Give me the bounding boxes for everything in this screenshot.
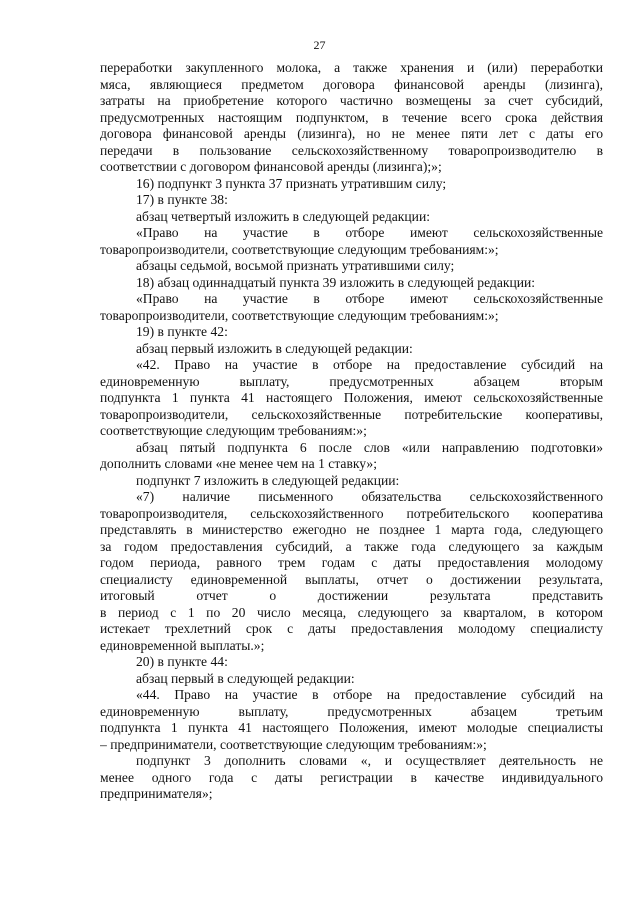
text-line: «44. Право на участие в отборе на предоставление субсидий на xyxy=(136,687,603,702)
text-line: единовременной выплаты.»; xyxy=(100,637,265,653)
text-line: 18) абзац одиннадцатый пункта 39 изложить в следующей редакции: xyxy=(136,274,536,290)
text-line: за годом предоставления субсидий, а также года следующего за каждым xyxy=(100,538,603,554)
text-line: в период с 1 по 20 число месяца, следующего за кварталом, в котором xyxy=(100,604,603,620)
text-line: передачи в пользование сельскохозяйственному товаропроизводителю в xyxy=(100,142,603,158)
text-line: «Право на участие в отборе имеют сельскохозяйственные xyxy=(136,225,603,240)
document-body xyxy=(100,60,603,803)
text-line: годом периода, равного трем годам с даты предоставления молодому xyxy=(100,555,603,570)
text-line: истекает трехлетний срок с даты предоставления молодому специалисту xyxy=(100,621,603,636)
text-line: менее одного года с даты регистрации в качестве индивидуального xyxy=(100,769,603,785)
text-line: переработки закупленного молока, а также хранения и (или) переработки xyxy=(100,60,603,75)
text-line: договора финансовой аренды (лизинга), но не менее пяти лет с даты его xyxy=(100,126,603,141)
text-line: представлять в министерство ежегодно не позднее 1 марта года, следующего xyxy=(100,522,603,537)
text-line: абзац первый изложить в следующей редакции: xyxy=(136,340,413,356)
text-line: 17) в пункте 38: xyxy=(136,192,228,207)
text-line: подпункт 7 изложить в следующей редакции: xyxy=(136,472,400,488)
text-line: подпункт 3 дополнить словами «, и осуществляет деятельность не xyxy=(136,753,603,768)
text-line: «42. Право на участие в отборе на предоставление субсидий на xyxy=(136,357,603,372)
text-line: 20) в пункте 44: xyxy=(136,654,228,669)
text-line: товаропроизводителя, сельскохозяйственного потребительского кооператива xyxy=(100,505,603,521)
text-line: итоговый отчет о достижении результата представить xyxy=(100,588,603,603)
text-line: предпринимателя»; xyxy=(100,786,213,801)
text-line: подпункта 1 пункта 41 настоящего Положения, имеют сельскохозяйственные xyxy=(100,390,603,405)
text-line: 16) подпункт 3 пункта 37 признать утратившим силу; xyxy=(136,175,447,191)
text-line: товаропроизводители, соответствующие следующим требованиям:»; xyxy=(100,307,499,323)
text-line: мяса, являющиеся предметом договора финансовой аренды (лизинга), xyxy=(100,76,603,92)
text-line: соответствии с договором финансовой аренды (лизинга);»; xyxy=(100,159,442,174)
text-line: абзац четвертый изложить в следующей редакции: xyxy=(136,208,431,224)
text-line: 19) в пункте 42: xyxy=(136,324,228,339)
text-line: товаропроизводители, соответствующие следующим требованиям:»; xyxy=(100,241,499,257)
text-line: единовременную выплату, предусмотренных абзацем третьим xyxy=(100,703,603,719)
text-line: дополнить словами «не менее чем на 1 ставку»; xyxy=(100,456,378,471)
text-line: единовременную выплату, предусмотренных абзацем вторым xyxy=(100,373,603,389)
text-line: абзац первый в следующей редакции: xyxy=(136,670,355,686)
text-line: товаропроизводители, сельскохозяйственные потребительские кооперативы, xyxy=(100,406,603,422)
text-line: – предприниматели, соответствующие следующим требованиям:»; xyxy=(100,736,487,752)
text-line: «7) наличие письменного обязательства сельскохозяйственного xyxy=(136,489,603,504)
text-line: соответствующие следующим требованиям:»; xyxy=(100,423,367,438)
text-line: «Право на участие в отборе имеют сельскохозяйственные xyxy=(136,291,603,306)
text-line: подпункта 1 пункта 41 настоящего Положения, имеют молодые специалисты xyxy=(100,720,603,735)
text-line: абзацы седьмой, восьмой признать утратившими силу; xyxy=(136,258,455,273)
text-line: абзац пятый подпункта 6 после слов «или направлению подготовки» xyxy=(136,439,603,455)
page-number: 27 xyxy=(313,38,326,52)
text-line: предусмотренных настоящим подпунктом, в течение всего срока действия xyxy=(100,109,603,125)
text-line: специалисту единовременной выплаты, отчет о достижении результата, xyxy=(100,571,603,587)
text-line: затраты на приобретение которого частично возмещены за счет субсидий, xyxy=(100,93,603,108)
